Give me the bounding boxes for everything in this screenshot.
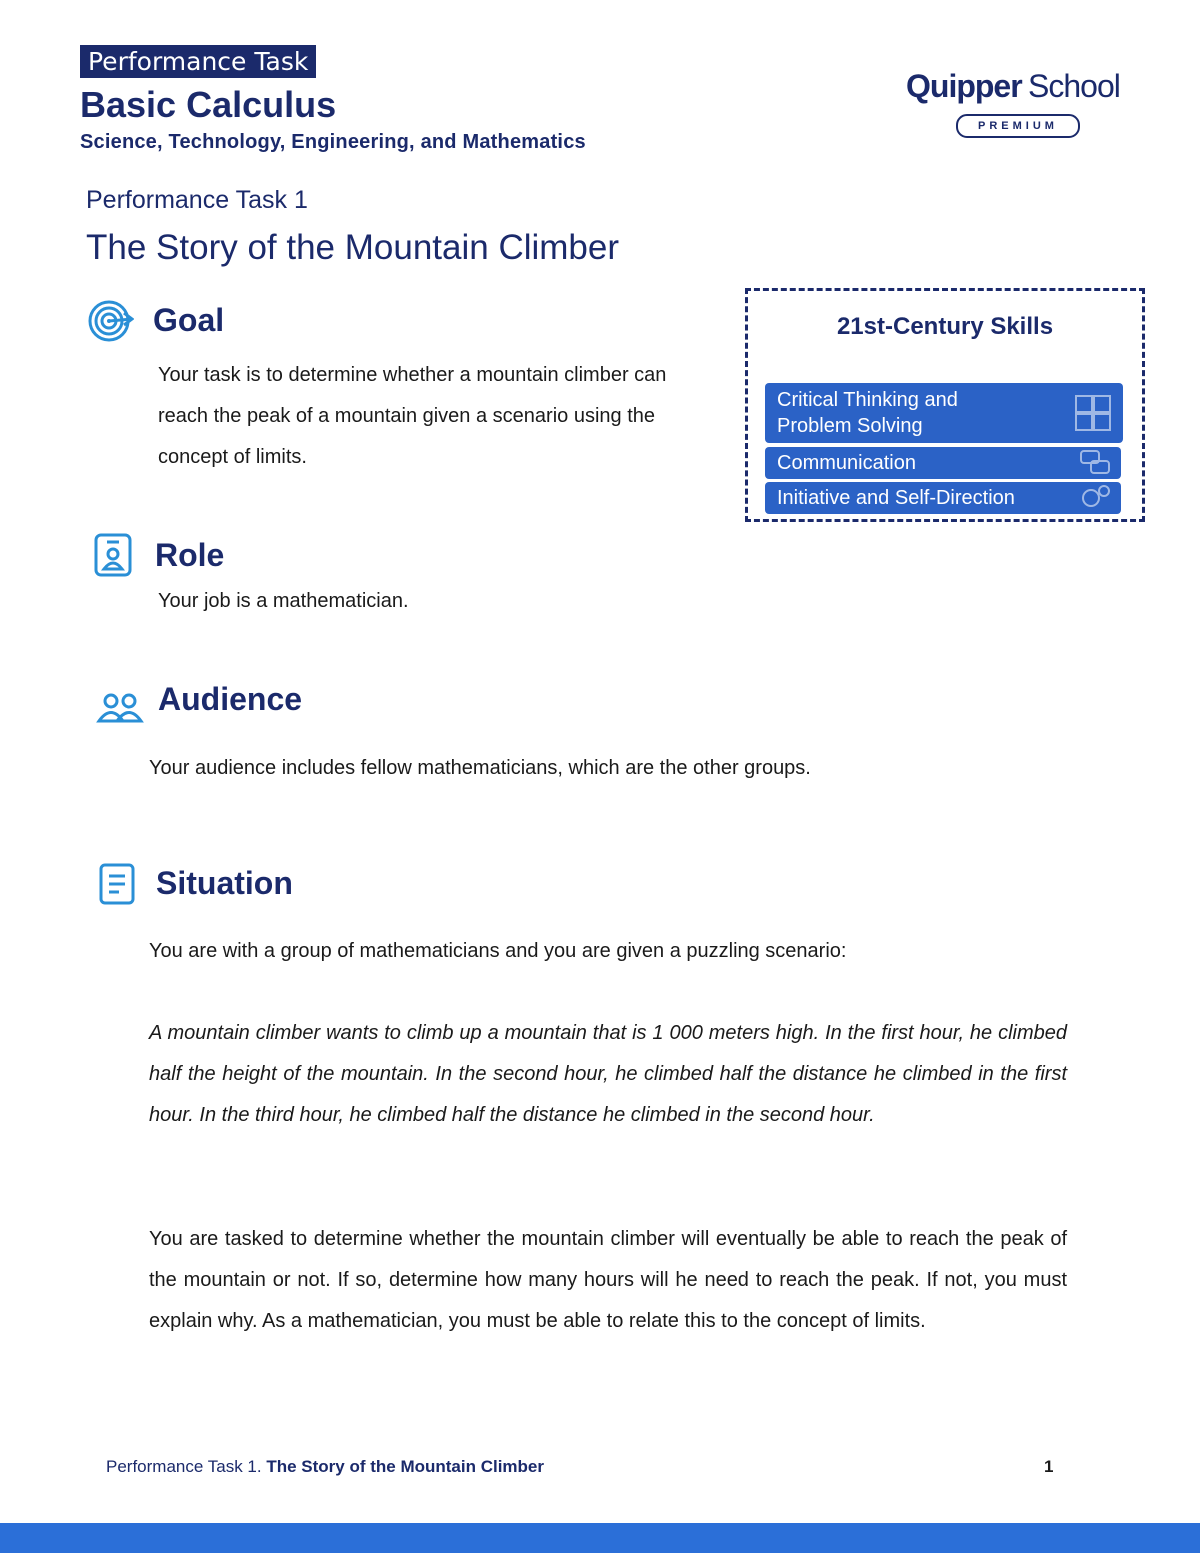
footer-title [106,1457,544,1477]
strand-title: Science, Technology, Engineering, and Mathematics [80,131,586,153]
audience-title: Audience [158,681,303,717]
skills-box [745,288,1145,522]
logo-word-light: School [1028,68,1120,104]
skill-critical-thinking [765,383,1123,443]
skill-communication [765,447,1121,479]
footer-prefix: Performance Task 1. [106,1457,262,1476]
situation-intro: You are with a group of mathematicians and you are given a puzzling scenario: [149,940,847,962]
role-title: Role [155,537,225,573]
subject-title: Basic Calculus [80,84,337,125]
role-text: Your job is a mathematician. [158,590,409,612]
target-icon [88,298,132,342]
logo-word-bold: Quipper [906,68,1022,104]
skill-label: Communication [777,452,916,474]
skills-title: 21st-Century Skills [836,313,1054,340]
skill-label: Critical Thinking and Problem Solving [777,389,958,437]
task-title: The Story of the Mountain Climber [86,228,620,267]
page-number: 1 [1044,1457,1054,1476]
document-icon [96,862,140,906]
bottom-accent-bar [0,1523,1200,1553]
footer-task-title: The Story of the Mountain Climber [266,1457,544,1476]
skill-initiative [765,482,1121,514]
situation-scenario: A mountain climber wants to climb up a mountain that is 1 000 meters high. In the first hour, he climbed half the height of the mountain. In the second hour, he climbed half the distance he climbed in the first hour. In the third hour, he climbed half the distance he climbed in the second hour. [149,1022,1067,1126]
logo-premium-badge: PREMIUM [956,114,1080,138]
task-label: Performance Task 1 [86,186,308,214]
situation-task: You are tasked to determine whether the mountain climber will eventually be able to reach the peak of the mountain or not. If so, determine how many hours will he need to reach the peak. If not, you must explain why. As a mathematician, you must be able to relate this to the concept of limits. [149,1228,1067,1332]
audience-icon [96,690,140,734]
situation-title: Situation [156,865,293,901]
document-tag: Performance Task [80,45,316,78]
puzzle-icon [1073,393,1115,435]
chat-bubble-icon [1079,449,1113,477]
skill-label: Initiative and Self-Direction [777,487,1015,509]
audience-text: Your audience includes fellow mathematicians, which are the other groups. [149,757,811,779]
goal-text: Your task is to determine whether a mountain climber can reach the peak of a mountain given a scenario using the concept of limits. [158,364,667,468]
id-badge-icon [93,532,137,576]
quipper-school-logo [906,68,1136,140]
goal-title: Goal [153,302,225,338]
person-idea-icon [1079,484,1113,512]
